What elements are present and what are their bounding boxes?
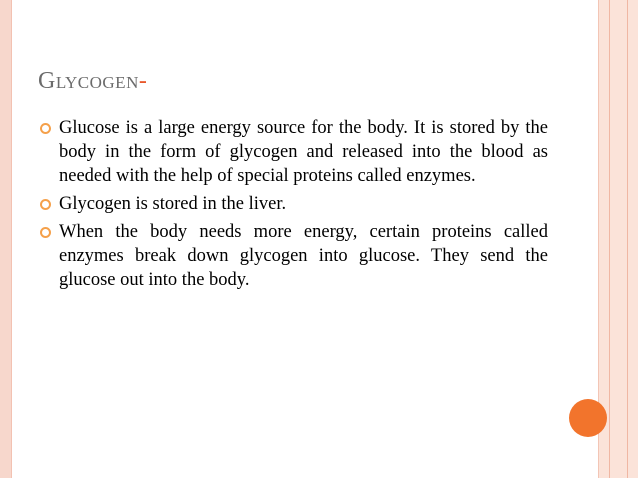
left-border-line [11, 0, 12, 478]
bullet-text: When the body needs more energy, certain proteins called enzymes break down glycogen into glucose. They send the glucose out into the body. [59, 222, 548, 290]
left-border-band [0, 0, 11, 478]
slide-title-suffix: - [138, 68, 148, 94]
bullet-item [38, 192, 548, 216]
bullet-item [38, 116, 548, 188]
bullet-text: Glucose is a large energy source for the body. It is stored by the body in the form of glycogen and released into the blood as needed with the help of special proteins called enzymes. [59, 118, 548, 186]
hollow-circle-bullet-icon [40, 199, 51, 210]
orange-circle-icon [569, 399, 607, 437]
slide-title-text: Glycogen [38, 68, 139, 94]
right-border-band [598, 0, 638, 478]
bullet-item [38, 220, 548, 292]
slide-title [38, 69, 147, 93]
hollow-circle-bullet-icon [40, 227, 51, 238]
bullet-list [38, 116, 548, 296]
right-border-line-middle [609, 0, 610, 478]
right-border-line-inner [627, 0, 628, 478]
hollow-circle-bullet-icon [40, 123, 51, 134]
bullet-text: Glycogen is stored in the liver. [59, 194, 287, 214]
